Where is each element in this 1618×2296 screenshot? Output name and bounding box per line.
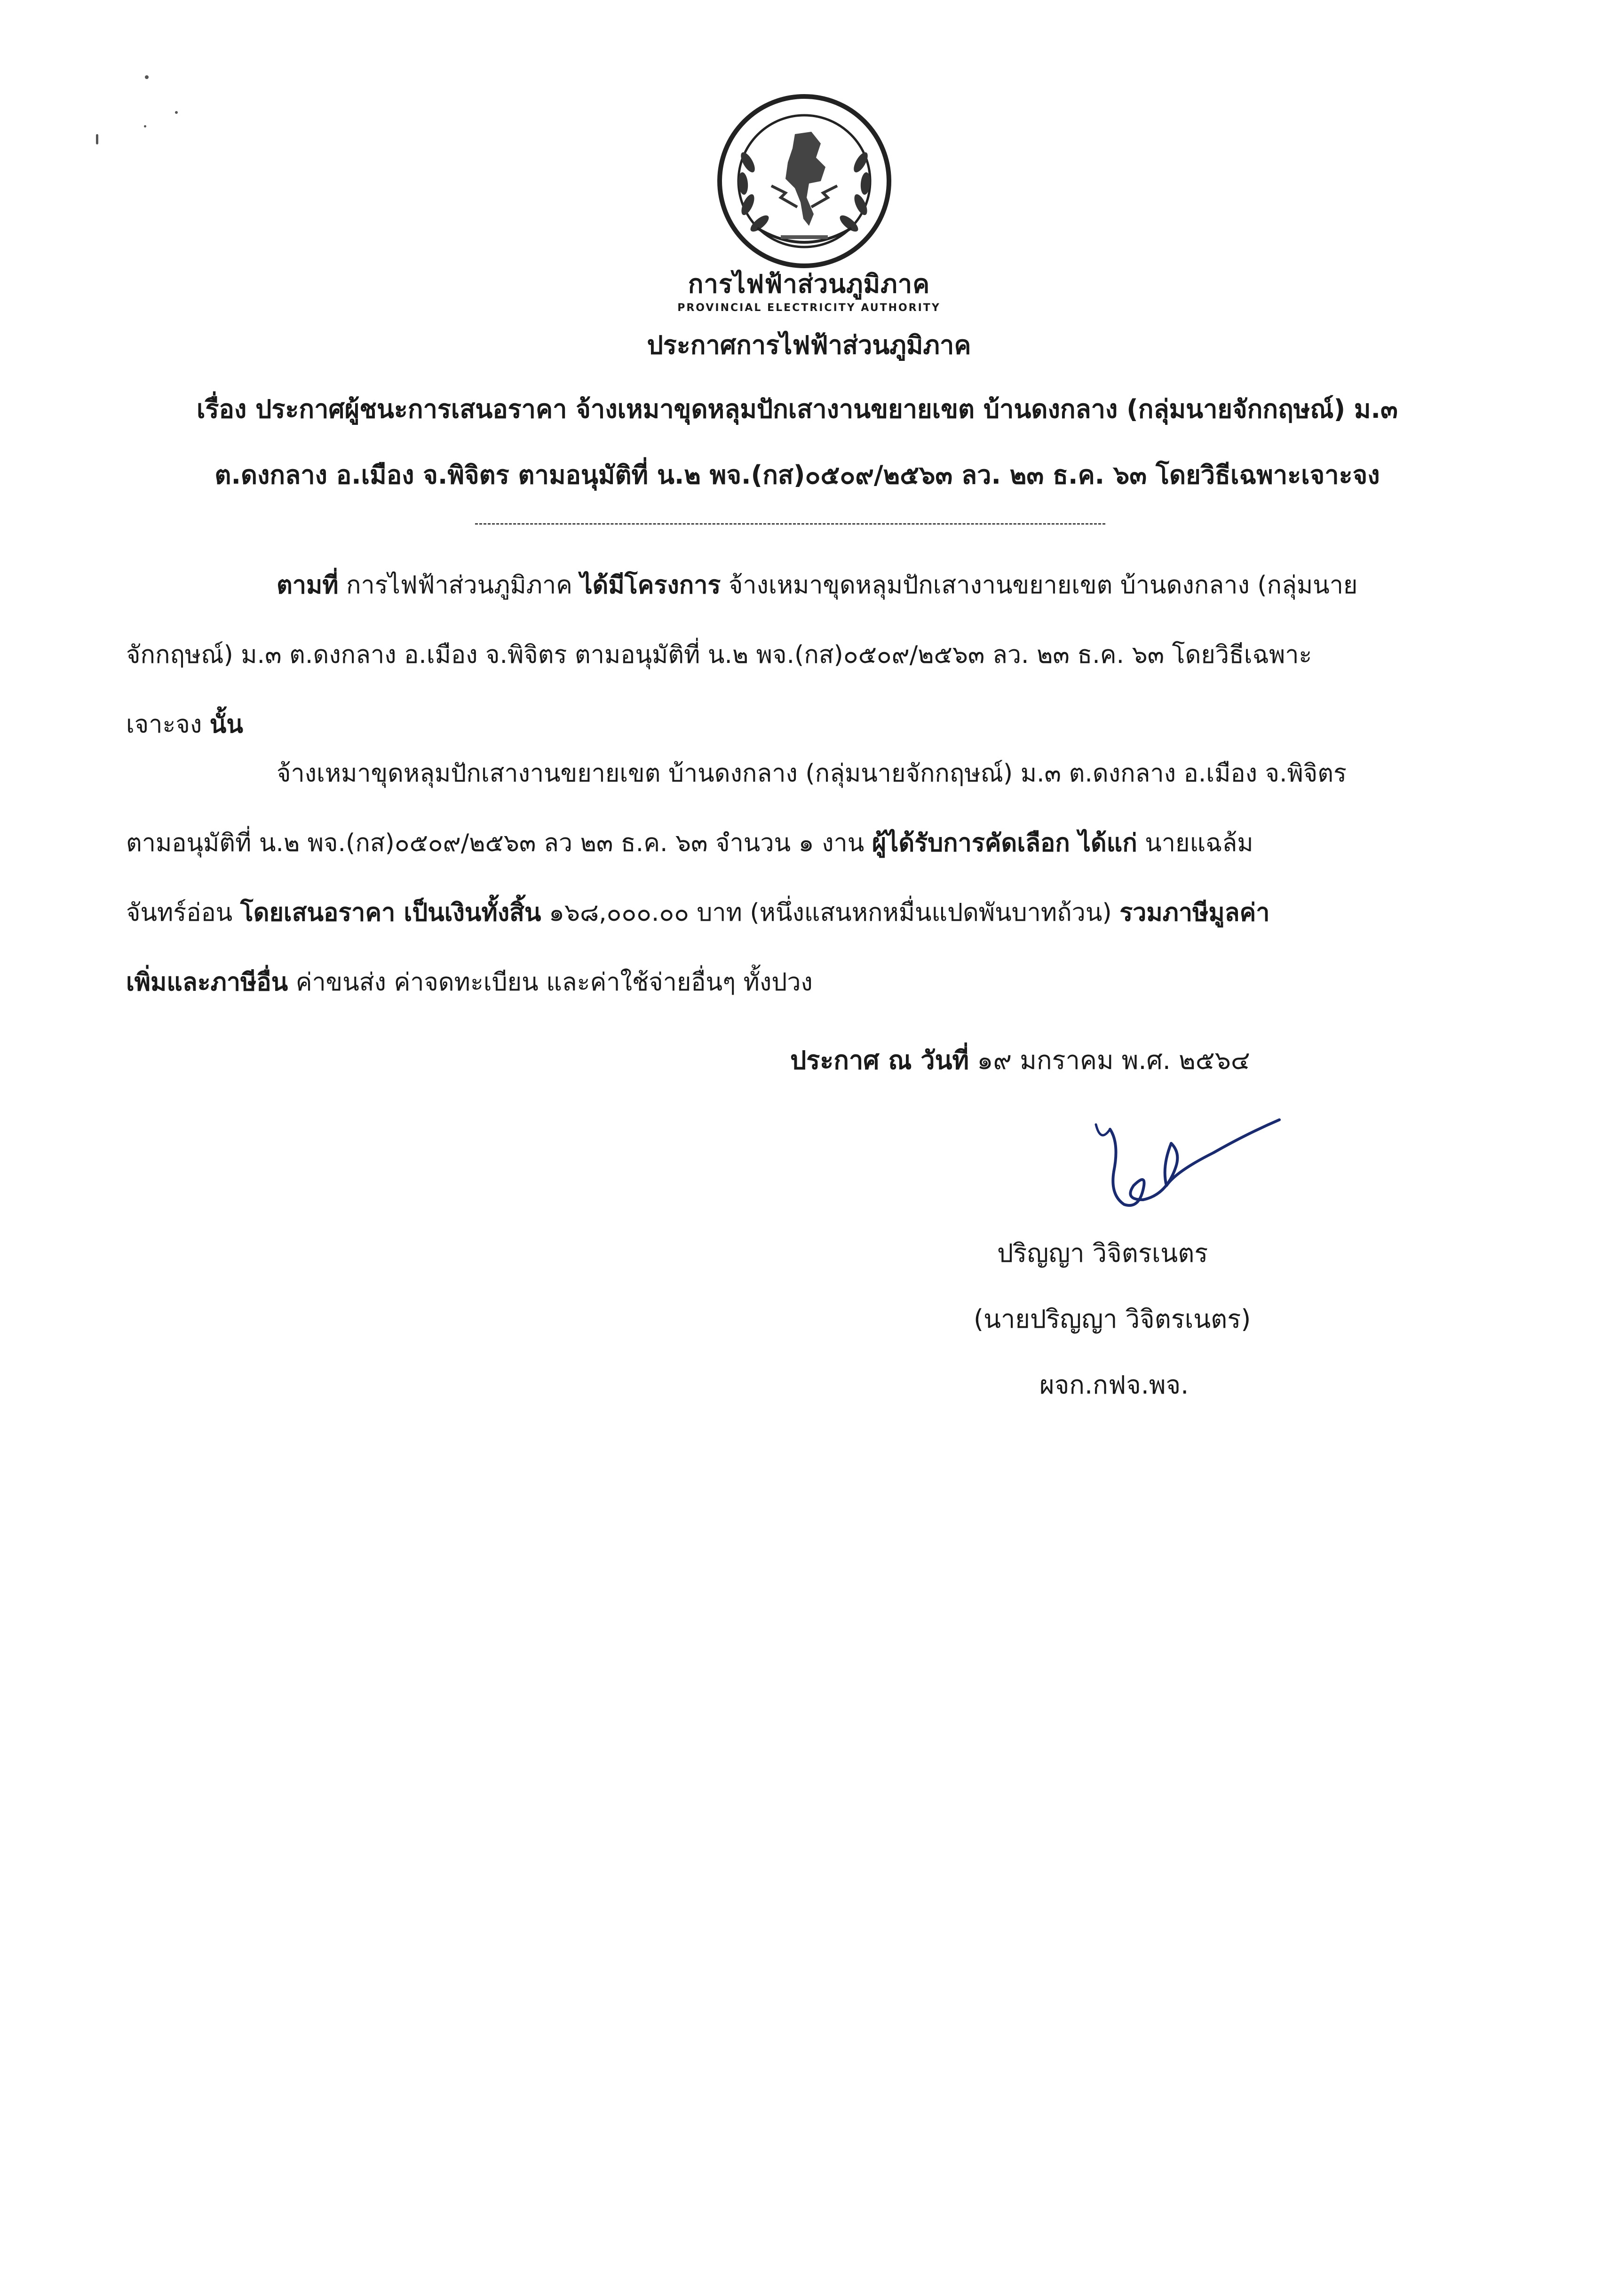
paragraph-1-line-1 [126,550,1448,620]
scan-speck [175,111,178,114]
paragraph-2-text: จันทร์อ่อน [126,899,240,927]
date-value: ๑๙ มกราคม พ.ศ. ๒๕๖๔ [969,1045,1250,1075]
pea-logo-icon [715,92,894,271]
paragraph-2-bold-text: โดยเสนอราคา เป็นเงินทั้งสิ้น [240,899,541,927]
paragraph-1-text: การไฟฟ้าส่วนภูมิภาค [338,571,580,599]
signatory-name: ปริญญา วิจิตรเนตร [997,1238,1208,1268]
paragraph-1-line-2: จักกฤษณ์) ม.๓ ต.ดงกลาง อ.เมือง จ.พิจิตร ตามอนุมัติที่ น.๒ พจ.(กส)๐๕๐๙/๒๕๖๓ ลว. ๒๓ ธ.ค. ๖๓ โดยวิธีเฉพาะ [126,641,1312,669]
scan-speck [96,134,98,144]
org-name-thai: การไฟฟ้าส่วนภูมิภาค [688,269,930,299]
org-name-english: PROVINCIAL ELECTRICITY AUTHORITY [677,302,941,314]
announcement-date [790,1040,1250,1080]
paragraph-2 [126,739,1448,1017]
paragraph-2-text: ๑๖๘,๐๐๐.๐๐ บาท (หนึ่งแสนหกหมื่นแปดพันบาทถ้วน) [541,899,1120,927]
paragraph-1-text: จ้างเหมาขุดหลุมปักเสางานขยายเขต บ้านดงกลาง (กลุ่มนาย [721,571,1358,599]
paragraph-2-bold-text: รวมภาษีมูลค่า [1119,899,1270,927]
paragraph-1-text: เจาะจง [126,710,210,739]
date-label: ประกาศ ณ วันที่ [790,1045,969,1075]
paragraph-2-line-2 [126,808,1448,878]
paragraph-2-bold-text: เพิ่มและภาษีอื่น [126,968,288,997]
paragraph-2-text: นายแฉล้ม [1137,829,1253,857]
paragraph-1 [126,550,1448,759]
paragraph-2-bold-text: ผู้ได้รับการคัดเลือก ได้แก่ [872,829,1137,857]
paragraph-1-bold-text: ได้มีโครงการ [580,571,721,599]
announcement-title: ประกาศการไฟฟ้าส่วนภูมิภาค [647,330,971,360]
paragraph-2-text: ค่าขนส่ง ค่าจดทะเบียน และค่าใช้จ่ายอื่นๆ ทั้งปวง [288,968,813,997]
handwritten-signature [1091,1115,1289,1223]
signatory-position: ผจก.กฟจ.พจ. [1039,1370,1189,1400]
paragraph-2-line-1: จ้างเหมาขุดหลุมปักเสางานขยายเขต บ้านดงกลาง (กลุ่มนายจักกฤษณ์) ม.๓ ต.ดงกลาง อ.เมือง จ.พิจิตร [277,759,1347,788]
scan-speck [145,75,149,79]
paragraph-1-bold-text: นั้น [209,710,243,739]
scan-speck [144,125,146,128]
paragraph-2-line-3 [126,878,1448,948]
signatory-full-name: (นายปริญญา วิจิตรเนตร) [974,1304,1251,1334]
subject-line-2: ต.ดงกลาง อ.เมือง จ.พิจิตร ตามอนุมัติที่ น.๒ พจ.(กส)๐๕๐๙/๒๕๖๓ ลว. ๒๓ ธ.ค. ๖๓ โดยวิธีเฉพาะเจาะจง [214,460,1380,490]
paragraph-2-line-4 [126,948,1448,1017]
divider-rule [475,523,1105,525]
paragraph-1-bold-text: ตามที่ [277,571,339,599]
subject-line-1: เรื่อง ประกาศผู้ชนะการเสนอราคา จ้างเหมาขุดหลุมปักเสางานขยายเขต บ้านดงกลาง (กลุ่มนายจักกฤษณ์) ม.๓ [197,394,1398,424]
paragraph-2-text: ตามอนุมัติที่ น.๒ พจ.(กส)๐๕๐๙/๒๕๖๓ ลว ๒๓ ธ.ค. ๖๓ จำนวน ๑ งาน [126,829,872,857]
subject-block [136,376,1458,508]
